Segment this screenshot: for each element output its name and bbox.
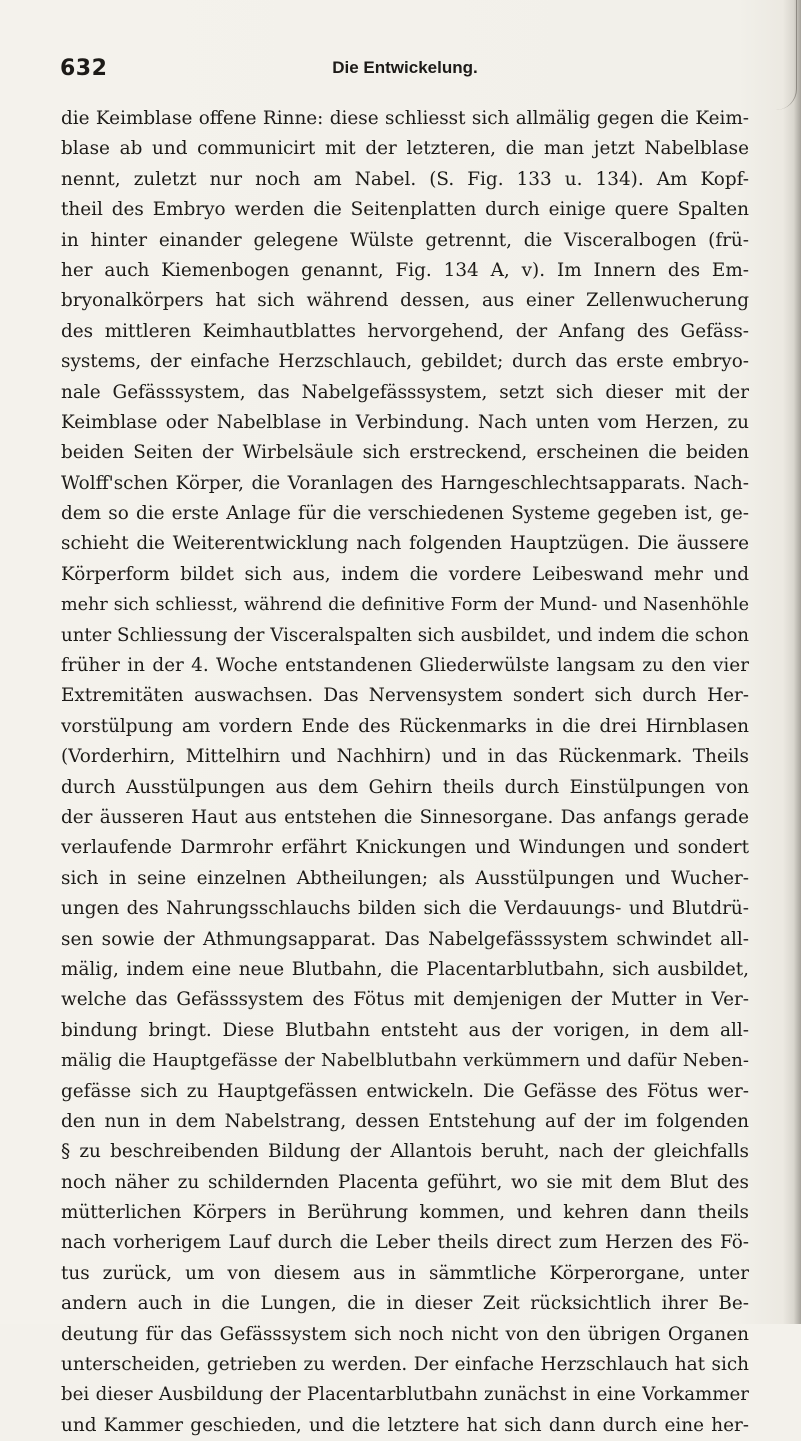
text-line: Keimblase oder Nabelblase in Verbindung. Nach unten vom Herzen, zu [61, 411, 749, 433]
text-line: nennt, zuletzt nur noch am Nabel. (S. Fig. 133 u. 134). Am Kopf- [61, 168, 749, 190]
text-line: und Kammer geschieden, und die letztere hat sich dann durch eine her- [61, 1414, 749, 1436]
text-line: her auch Kiemenbogen genannt, Fig. 134 A, v). Im Innern des Em- [61, 259, 749, 281]
page-corner-curl [776, 0, 797, 110]
text-line: schieht die Weiterentwicklung nach folgenden Hauptzügen. Die äussere [61, 533, 749, 555]
text-line: § zu beschreibenden Bildung der Allantois beruht, nach der gleichfalls [61, 1141, 749, 1163]
text-line: mälig, indem eine neue Blutbahn, die Placentarblutbahn, sich ausbildet, [61, 958, 749, 980]
text-line: ungen des Nahrungsschlauchs bilden sich die Verdauungs- und Blutdrü- [61, 898, 749, 920]
text-line: verlaufende Darmrohr erfährt Knickungen und Windungen und sondert [61, 837, 749, 859]
text-line: bindung bringt. Diese Blutbahn entsteht aus der vorigen, in dem all- [61, 1019, 749, 1041]
text-line: der äusseren Haut aus entstehen die Sinnesorgane. Das anfangs gerade [61, 806, 749, 828]
text-line: die Keimblase offene Rinne: diese schliesst sich allmälig gegen die Keim- [61, 108, 749, 129]
text-line: beiden Seiten der Wirbelsäule sich erstreckend, erscheinen die beiden [61, 442, 749, 464]
text-line: Wolff'schen Körper, die Voranlagen des Harngeschlechtsapparats. Nach- [61, 472, 749, 494]
text-line: sich in seine einzelnen Abtheilungen; als Ausstülpungen und Wucher- [61, 867, 749, 889]
text-line: bryonalkörpers hat sich während dessen, aus einer Zellenwucherung [61, 290, 749, 312]
page-number: 632 [60, 56, 108, 81]
text-line: andern auch in die Lungen, die in dieser Zeit rücksichtlich ihrer Be- [61, 1293, 749, 1315]
text-line: früher in der 4. Woche entstandenen Gliederwülste langsam zu den vier [61, 655, 749, 677]
text-line: vorstülpung am vordern Ende des Rückenmarks in die drei Hirnblasen [61, 715, 749, 737]
text-line: tus zurück, um von diesem aus in sämmtliche Körperorgane, unter [61, 1262, 749, 1284]
running-head: Die Entwickelung. [332, 58, 478, 77]
text-line: sen sowie der Athmungsapparat. Das Nabelgefässsystem schwindet all- [61, 928, 749, 950]
text-line: theil des Embryo werden die Seitenplatten durch einige quere Spalten [61, 199, 749, 221]
text-line: noch näher zu schildernden Placenta geführt, wo sie mit dem Blut des [61, 1171, 749, 1193]
text-line: unter Schliessung der Visceralspalten sich ausbildet, und indem die schon [61, 624, 749, 646]
page-edge-shadow [783, 0, 801, 1324]
text-line: nach vorherigem Lauf durch die Leber theils direct zum Herzen des Fö- [61, 1232, 749, 1254]
text-line: des mittleren Keimhautblattes hervorgehend, der Anfang des Gefäss- [61, 320, 749, 342]
text-line: unterscheiden, getrieben zu werden. Der einfache Herzschlauch hat sich [61, 1354, 749, 1376]
text-line: durch Ausstülpungen aus dem Gehirn theils durch Einstülpungen von [61, 776, 749, 798]
text-line: mälig die Hauptgefässe der Nabelblutbahn verkümmern und dafür Neben- [61, 1050, 749, 1072]
text-line: mütterlichen Körpers in Berührung kommen, und kehren dann theils [61, 1202, 749, 1224]
text-line: deutung für das Gefässsystem sich noch nicht von den übrigen Organen [61, 1323, 749, 1345]
text-line: in hinter einander gelegene Wülste getrennt, die Visceralbogen (frü- [61, 229, 749, 251]
text-line: mehr sich schliesst, während die definitive Form der Mund- und Nasenhöhle [61, 595, 749, 616]
text-line: nale Gefässsystem, das Nabelgefässsystem, setzt sich dieser mit der [61, 381, 749, 403]
text-line: Extremitäten auswachsen. Das Nervensystem sondert sich durch Her- [61, 685, 749, 707]
text-line: bei dieser Ausbildung der Placentarblutbahn zunächst in eine Vorkammer [61, 1384, 749, 1406]
text-line: welche das Gefässsystem des Fötus mit demjenigen der Mutter in Ver- [61, 989, 749, 1011]
text-line: blase ab und communicirt mit der letzteren, die man jetzt Nabelblase [61, 138, 749, 160]
text-line: systems, der einfache Herzschlauch, gebildet; durch das erste embryo- [61, 351, 749, 373]
text-line: den nun in dem Nabelstrang, dessen Entstehung auf der im folgenden [61, 1110, 749, 1132]
text-line: dem so die erste Anlage für die verschiedenen Systeme gegeben ist, ge- [61, 503, 749, 525]
text-line: (Vorderhirn, Mittelhirn und Nachhirn) und in das Rückenmark. Theils [61, 746, 749, 768]
text-line: gefässe sich zu Hauptgefässen entwickeln. Die Gefässe des Fötus wer- [61, 1080, 749, 1102]
text-line: Körperform bildet sich aus, indem die vordere Leibeswand mehr und [61, 563, 749, 585]
page-header [60, 56, 750, 96]
body-text [61, 104, 749, 1441]
